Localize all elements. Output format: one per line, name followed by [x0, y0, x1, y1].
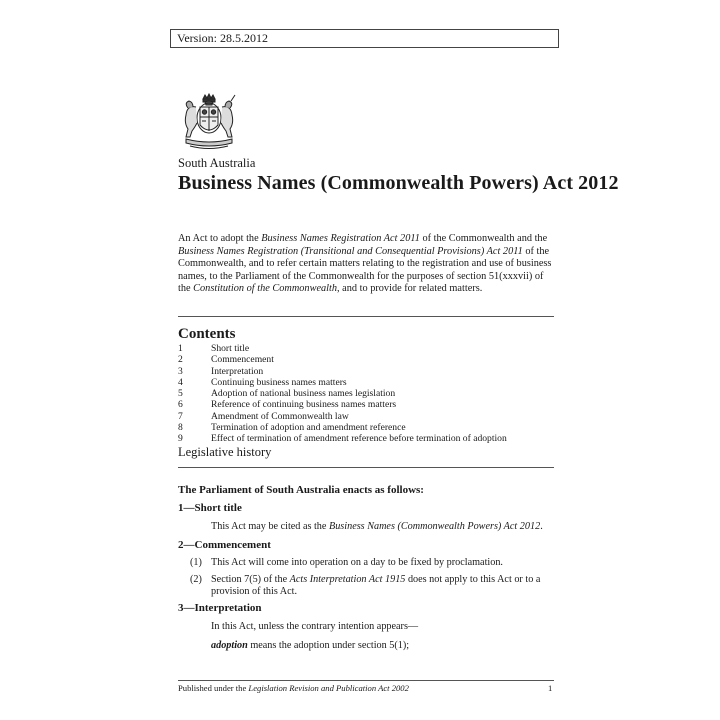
- enacting-formula: The Parliament of South Australia enacts as follows:: [178, 484, 424, 496]
- long-title-text: of the Commonwealth, and to refer certain matters relating to the registration and use of business names, to the Parliament of the Commonwealth for the purposes of section 51(xxxvii) of the: [178, 245, 552, 295]
- long-title-act-ref: Business Names Registration Act 2011: [261, 233, 420, 244]
- footer-divider: [178, 680, 554, 681]
- long-title-text: , and to provide for related matters.: [337, 283, 483, 295]
- toc-item[interactable]: [178, 343, 507, 354]
- section-text: .: [540, 521, 543, 532]
- section-3-heading: 3—Interpretation: [178, 602, 262, 614]
- toc-item-number: 7: [178, 410, 183, 422]
- act-title: Business Names (Commonwealth Powers) Act 2012: [178, 172, 619, 194]
- long-title-act-ref: Constitution of the Commonwealth: [193, 283, 338, 295]
- section-text: This Act may be cited as the: [211, 521, 329, 532]
- toc-item-title: Amendment of Commonwealth law: [211, 410, 349, 422]
- legislative-history-link[interactable]: Legislative history: [178, 445, 272, 459]
- toc-item[interactable]: [178, 422, 507, 433]
- subsection-text: Section 7(5) of the: [211, 574, 290, 585]
- toc-item-number: 1: [178, 343, 183, 354]
- footer-text: Published under the: [178, 683, 249, 693]
- footer-publication-note: [178, 683, 409, 693]
- toc-item[interactable]: [178, 377, 507, 388]
- subsection-text: does not apply to this Act or to a provision of this Act.: [211, 574, 541, 598]
- toc-item-title: Effect of termination of amendment reference before termination of adoption: [211, 433, 507, 445]
- table-of-contents: [178, 343, 507, 445]
- toc-item-title: Interpretation: [211, 365, 264, 377]
- long-title-act-ref: Business Names Registration (Transitional and Consequential Provisions) Act 2011: [178, 245, 523, 257]
- footer-act-ref: Legislation Revision and Publication Act 2002: [248, 683, 409, 693]
- long-title-text: of the Commonwealth and the: [419, 233, 548, 244]
- toc-item-number: 9: [178, 433, 183, 445]
- long-title-text: An Act to adopt the: [178, 233, 262, 244]
- definition-text: means the adoption under section 5(1);: [247, 640, 410, 651]
- act-ref: Acts Interpretation Act 1915: [289, 574, 406, 585]
- section-1-heading: 1—Short title: [178, 502, 242, 514]
- toc-item-number: 6: [178, 399, 183, 411]
- toc-item[interactable]: [178, 433, 507, 444]
- subsection-number: (2): [190, 574, 202, 585]
- section-2-sub-1: [178, 557, 558, 569]
- toc-item[interactable]: [178, 388, 507, 399]
- toc-item[interactable]: [178, 366, 507, 377]
- toc-item[interactable]: [178, 399, 507, 410]
- toc-item-title: Commencement: [211, 354, 274, 366]
- page-number: 1: [548, 683, 553, 693]
- toc-item-number: 5: [178, 388, 183, 400]
- toc-item-title: Adoption of national business names legislation: [211, 388, 396, 400]
- toc-item-title: Continuing business names matters: [211, 376, 347, 388]
- divider: [178, 316, 554, 317]
- coat-of-arms-icon: [178, 93, 240, 151]
- divider: [178, 467, 554, 468]
- contents-heading: Contents: [178, 326, 236, 342]
- toc-item-title: Short title: [211, 343, 250, 354]
- version-label: Version: 28.5.2012: [177, 31, 268, 45]
- subsection-text: This Act will come into operation on a day to be fixed by proclamation.: [211, 557, 503, 568]
- section-3-intro: In this Act, unless the contrary intention appears—: [211, 621, 419, 632]
- section-2-heading: 2—Commencement: [178, 539, 271, 551]
- definition-adoption: [211, 640, 409, 652]
- toc-item-number: 8: [178, 422, 183, 434]
- defined-term: adoption: [211, 640, 248, 651]
- toc-item-number: 4: [178, 376, 183, 388]
- toc-item-title: Reference of continuing business names matters: [211, 399, 397, 411]
- section-2-sub-2: [178, 574, 558, 599]
- toc-item-title: Termination of adoption and amendment reference: [211, 422, 406, 434]
- toc-item[interactable]: [178, 411, 507, 422]
- version-box: [170, 29, 559, 48]
- section-1-text: [211, 521, 543, 533]
- toc-item-number: 2: [178, 354, 183, 366]
- long-title: [178, 233, 558, 296]
- toc-item[interactable]: [178, 354, 507, 365]
- act-ref: Business Names (Commonwealth Powers) Act 2012: [328, 521, 541, 532]
- subsection-number: (1): [190, 557, 202, 568]
- jurisdiction-label: South Australia: [178, 156, 256, 170]
- toc-item-number: 3: [178, 365, 183, 377]
